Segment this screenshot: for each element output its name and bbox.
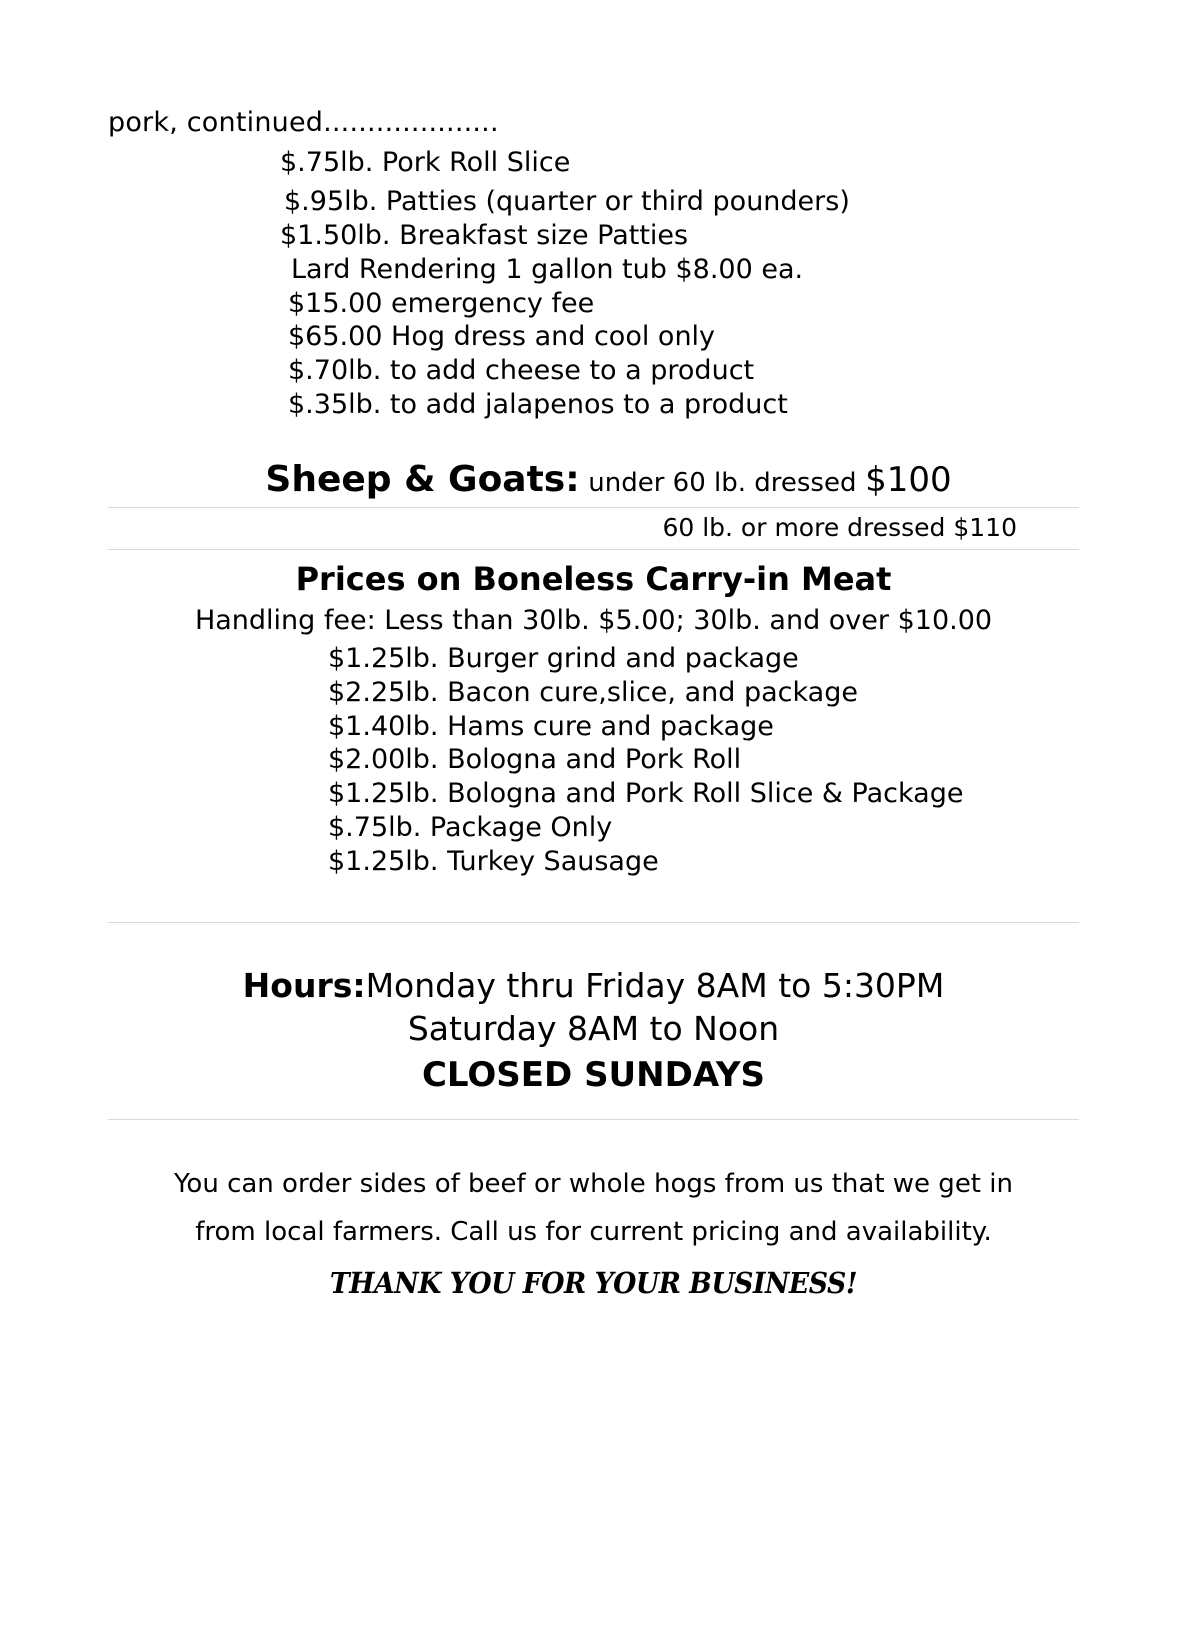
hours-section [108, 965, 1079, 1097]
footer-line-1: You can order sides of beef or whole hogs from us that we get in [174, 1169, 1013, 1200]
divider [108, 507, 1079, 508]
thank-you-message: THANK YOU FOR YOUR BUSINESS! [329, 1266, 858, 1301]
list-item: $1.25lb. Burger grind and package [328, 643, 799, 675]
pork-continued-heading: pork, continued.................... [108, 107, 499, 138]
divider [108, 1119, 1079, 1120]
list-item: $.70lb. to add cheese to a product [288, 355, 755, 387]
sheep-goats-under-price: $100 [865, 459, 952, 500]
list-item: $.35lb. to add jalapenos to a product [288, 388, 788, 420]
divider [108, 549, 1079, 550]
list-item: $1.25lb. Turkey Sausage [328, 845, 659, 877]
list-item: $15.00 emergency fee [288, 287, 595, 319]
hours-label: Hours: [242, 966, 366, 1006]
hours-saturday-text: Saturday 8AM to Noon [407, 1009, 780, 1049]
list-item: $2.00lb. Bologna and Pork Roll [328, 744, 742, 776]
pork-price-list [108, 146, 1079, 422]
carry-in-title: Prices on Boneless Carry-in Meat [295, 559, 892, 598]
sheep-goats-heading-line [108, 458, 1079, 501]
sheep-goats-title: Sheep & Goats: [265, 458, 580, 500]
list-item: $65.00 Hog dress and cool only [288, 321, 716, 353]
list-item: $.95lb. Patties (quarter or third pounders) [284, 186, 850, 218]
hours-weekday-text: Monday thru Friday 8AM to 5:30PM [365, 966, 945, 1006]
divider [108, 922, 1079, 923]
list-item: $2.25lb. Bacon cure,slice, and package [328, 676, 858, 708]
hours-closed-text: CLOSED SUNDAYS [421, 1055, 766, 1096]
sheep-goats-under-text: under 60 lb. dressed [588, 467, 857, 498]
hours-weekday-line [108, 965, 1079, 1008]
list-item: $1.50lb. Breakfast size Patties [280, 220, 689, 252]
footer-note [108, 1160, 1079, 1300]
carry-in-handling-fee: Handling fee: Less than 30lb. $5.00; 30lb. and over $10.00 [194, 605, 993, 637]
list-item: $.75lb. Package Only [328, 811, 613, 843]
list-item: $.75lb. Pork Roll Slice [280, 146, 571, 178]
sheep-goats-section [108, 458, 1079, 543]
list-item: $1.40lb. Hams cure and package [328, 710, 774, 742]
carry-in-price-list [108, 642, 1079, 878]
list-item: $1.25lb. Bologna and Pork Roll Slice & Package [328, 778, 964, 810]
list-item: Lard Rendering 1 gallon tub $8.00 ea. [291, 253, 804, 285]
footer-line-2: from local farmers. Call us for current pricing and availability. [195, 1217, 992, 1248]
sheep-goats-over-line: 60 lb. or more dressed $110 [662, 512, 1017, 542]
price-list-page [0, 108, 1187, 1644]
